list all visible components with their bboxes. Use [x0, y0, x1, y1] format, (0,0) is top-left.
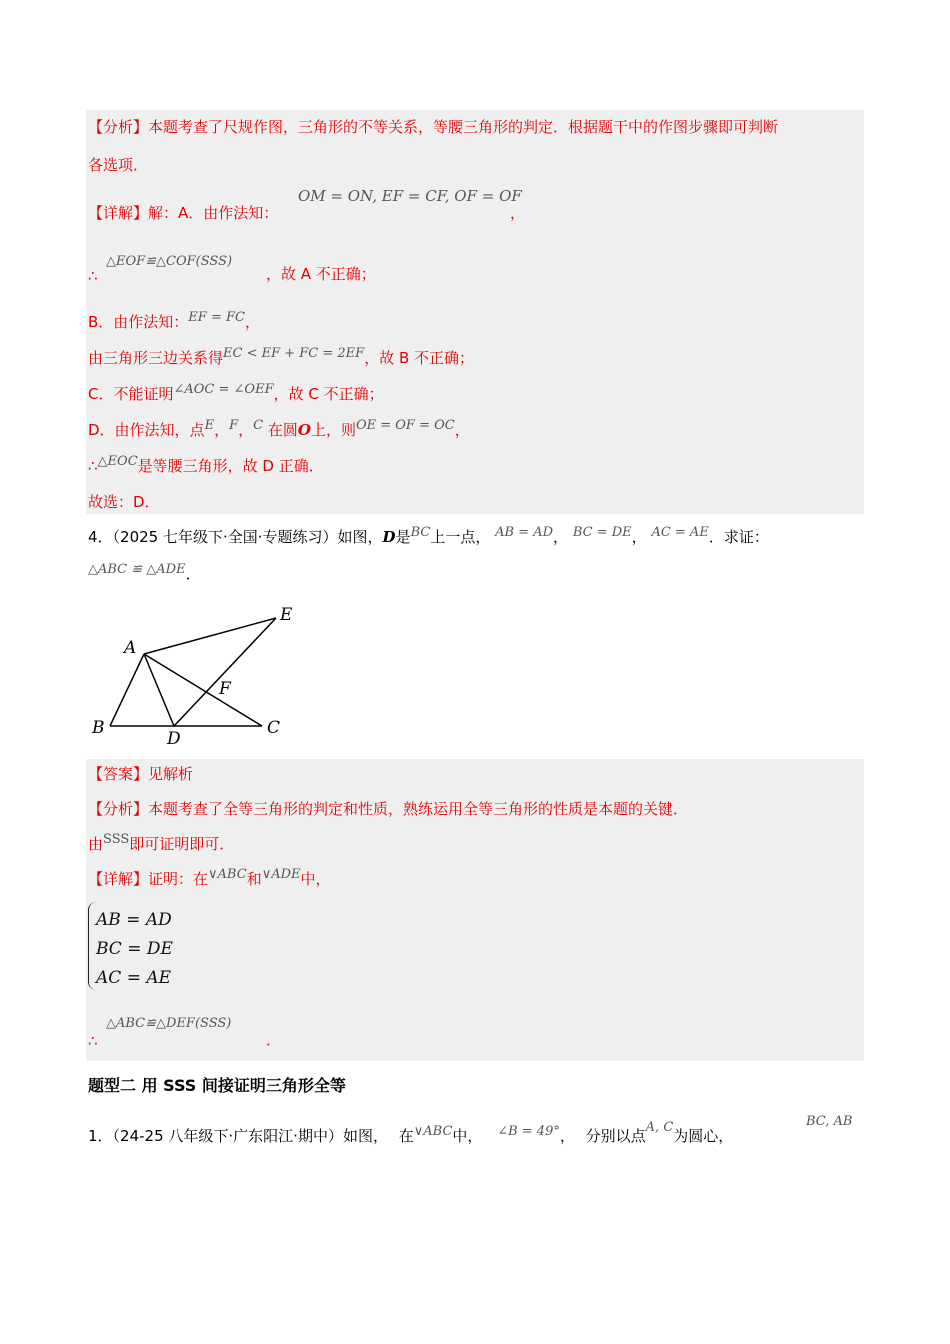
label-b: B — [92, 718, 105, 738]
conclusion-line — [88, 1031, 98, 1051]
question-number: 1． — [88, 1127, 113, 1145]
points-ac: A, C — [645, 1120, 674, 1135]
point-f: F — [229, 418, 239, 433]
segment-ab — [110, 654, 144, 726]
option-b2-line — [88, 348, 474, 370]
text: 中， — [452, 1127, 483, 1145]
period: ． — [185, 565, 201, 583]
text: 上一点， — [430, 528, 491, 546]
answer-tag: 【答案】 — [88, 765, 149, 783]
text: 由 — [88, 835, 104, 853]
option-a-text: ，故 A 不正确； — [266, 265, 376, 283]
conclusion-tail — [266, 1030, 281, 1050]
text: 和 — [246, 870, 262, 888]
option-d-tail: ， — [454, 421, 470, 439]
fenxi-tag: 【分析】 — [88, 118, 149, 136]
angle-b: ∠B = 49° — [497, 1124, 560, 1139]
triangle-abc: ∨ABC — [413, 1124, 453, 1139]
option-d-line — [88, 420, 470, 442]
segment-ad — [144, 654, 174, 726]
fenxi-text: 本题考查了全等三角形的判定和性质，熟练运用全等三角形的性质是本题的关键． — [148, 800, 689, 818]
option-d-text: D．由作法知，点 — [88, 421, 205, 439]
text: 分别以点 — [585, 1127, 646, 1145]
xiangjie-tag: 【详解】 — [88, 870, 149, 888]
equation: EF = FC — [188, 310, 245, 325]
therefore-symbol: ∴ — [88, 267, 98, 285]
label-d: D — [167, 729, 181, 748]
option-d-mid2: 上，则 — [310, 421, 356, 439]
text: 证明：在 — [148, 870, 209, 888]
text: 是 — [395, 528, 411, 546]
segment-ac — [144, 654, 262, 726]
text: 中， — [300, 870, 331, 888]
system-row-3: AC = AE — [96, 968, 172, 988]
triangle-figure — [88, 598, 308, 748]
equation-system — [86, 900, 196, 996]
therefore-symbol: ∴ — [88, 457, 98, 475]
segment-bc: BC — [410, 525, 431, 540]
fenxi-line-q4 — [88, 799, 688, 819]
option-c-line — [88, 384, 384, 406]
answer-text: 见解析 — [148, 765, 194, 783]
option-b-tail: ， — [244, 313, 260, 331]
label-f: F — [219, 679, 231, 699]
text: 即可证明即可． — [129, 835, 235, 853]
therefore-line-1 — [88, 266, 98, 286]
option-a-tail — [266, 264, 376, 284]
eq-om-on — [298, 186, 522, 206]
question-source: （2025 七年级下·全国·专题练习）如图， — [112, 528, 383, 546]
segments-bc-ab — [806, 1110, 852, 1132]
fenxi-text: 本题考查了尺规作图，三角形的不等关系，等腰三角形的判定．根据题干中的作图步骤即可判断 — [148, 118, 779, 136]
point-e: E — [204, 418, 215, 433]
triangle-eoc: △EOC — [97, 454, 138, 469]
fenxi-tag: 【分析】 — [88, 800, 149, 818]
xiangjie-line-q4 — [88, 869, 331, 891]
sep: ， — [631, 528, 647, 546]
sep: ， — [553, 528, 569, 546]
sss-label: SSS — [103, 832, 130, 847]
sep: ， — [559, 1127, 575, 1145]
label-a: A — [124, 638, 137, 658]
circle-o: O — [297, 421, 311, 439]
system-row-1: AB = AD — [96, 910, 172, 930]
point-c: C — [253, 418, 264, 433]
option-d-mid: 在圆 — [267, 421, 298, 439]
fenxi-line-1 — [88, 117, 778, 137]
option-b-text: B．由作法知： — [88, 313, 189, 331]
sss-line — [88, 834, 234, 856]
segment-de — [174, 618, 276, 726]
equation: △EOF≌△COF(SSS) — [106, 254, 233, 269]
equation: EC < EF + FC = 2EF — [223, 346, 365, 361]
comma-text: ， — [510, 204, 526, 222]
section-title: 题型二 用 SSS 间接证明三角形全等 — [88, 1076, 346, 1095]
conclusion-congruence: △ABC≌△DEF(SSS) — [106, 1016, 232, 1031]
text: 为圆心， — [673, 1127, 734, 1145]
question-4-line-1 — [88, 527, 769, 549]
question-number: 4． — [88, 528, 113, 546]
question-source: （24-25 八年级下·广东阳江·期中）如图， — [112, 1127, 388, 1145]
option-d2-text: 是等腰三角形，故 D 正确． — [137, 457, 324, 475]
xiangjie-line-a — [88, 203, 278, 223]
option-b2-tail: ，故 B 不正确； — [364, 349, 475, 367]
system-row-2: BC = DE — [96, 939, 173, 959]
goal-congruence: △ABC ≌ △ADE — [88, 562, 186, 577]
given-bc-de: BC = DE — [572, 525, 632, 540]
fenxi-line-2 — [88, 155, 148, 175]
equation: OE = OF = OC — [355, 418, 455, 433]
xiangjie-tag: 【详解】 — [88, 204, 149, 222]
triangle-ade: ∨ADE — [261, 867, 301, 882]
given-ab-ad: AB = AD — [495, 525, 554, 540]
triangle-abc: ∨ABC — [208, 867, 247, 882]
segments: BC, AB — [806, 1114, 853, 1129]
comma — [510, 203, 525, 223]
question-1-line — [88, 1120, 734, 1148]
prove-text: ．求证： — [708, 528, 769, 546]
therefore-symbol: ∴ — [88, 1032, 98, 1050]
equation: ∠AOC = ∠OEF — [173, 382, 274, 397]
congruence-eof-cof — [106, 250, 232, 272]
period: ． — [266, 1031, 282, 1049]
option-d2-line — [88, 456, 324, 478]
conclusion-eq — [106, 1012, 231, 1034]
label-e: E — [280, 605, 293, 625]
option-b2-text: 由三角形三边关系得 — [88, 349, 224, 367]
sep: ， — [238, 421, 254, 439]
equation: OM = ON, EF = CF, OF = OF — [298, 187, 522, 205]
answer-text: 故选：D． — [88, 493, 160, 511]
option-c-text: C．不能证明 — [88, 385, 174, 403]
answer-tag-line — [88, 764, 193, 784]
option-b-line — [88, 312, 260, 334]
xiangjie-lead: 解：A．由作法知： — [148, 204, 279, 222]
label-c: C — [267, 718, 281, 738]
point-d: D — [382, 528, 396, 546]
option-c-tail: ，故 C 不正确； — [273, 385, 384, 403]
segment-ae — [144, 618, 276, 654]
question-4-line-2 — [88, 564, 201, 586]
fenxi-text-cont: 各选项． — [88, 156, 149, 174]
answer-line — [88, 492, 160, 512]
given-ac-ae: AC = AE — [651, 525, 709, 540]
sep: ， — [214, 421, 230, 439]
text: 在 — [398, 1127, 414, 1145]
